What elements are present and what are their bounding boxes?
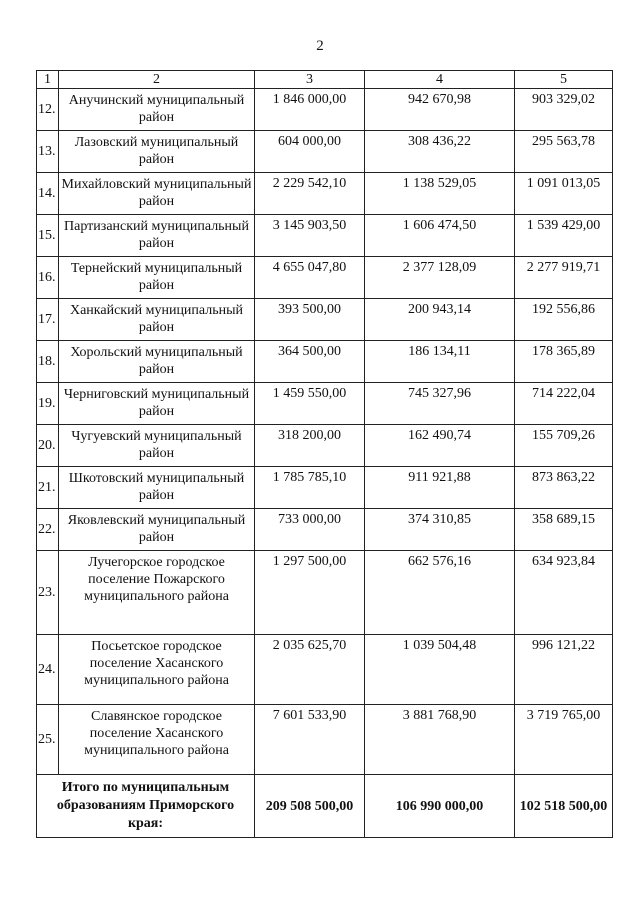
row-number: 16. bbox=[37, 257, 59, 299]
table-row bbox=[37, 551, 613, 635]
amount-col-4: 662 576,16 bbox=[365, 551, 515, 635]
table-row bbox=[37, 383, 613, 425]
total-amount-c5: 102 518 500,00 bbox=[515, 775, 613, 838]
table-row bbox=[37, 509, 613, 551]
table-row bbox=[37, 635, 613, 705]
total-label: Итого по муниципальным образованиям Приморского края: bbox=[37, 775, 255, 838]
table-row bbox=[37, 467, 613, 509]
municipality-name: Партизанский муниципальный район bbox=[59, 215, 255, 257]
amount-col-3: 2 035 625,70 bbox=[255, 635, 365, 705]
header-cell-2: 2 bbox=[59, 71, 255, 89]
row-number: 15. bbox=[37, 215, 59, 257]
table-row bbox=[37, 341, 613, 383]
amount-col-4: 200 943,14 bbox=[365, 299, 515, 341]
amount-col-3: 7 601 533,90 bbox=[255, 705, 365, 775]
amount-col-4: 186 134,11 bbox=[365, 341, 515, 383]
row-number: 24. bbox=[37, 635, 59, 705]
row-number: 14. bbox=[37, 173, 59, 215]
total-amount-c3: 209 508 500,00 bbox=[255, 775, 365, 838]
amount-col-3: 2 229 542,10 bbox=[255, 173, 365, 215]
amount-col-5: 295 563,78 bbox=[515, 131, 613, 173]
row-number: 22. bbox=[37, 509, 59, 551]
amount-col-4: 942 670,98 bbox=[365, 89, 515, 131]
row-number: 20. bbox=[37, 425, 59, 467]
amount-col-5: 155 709,26 bbox=[515, 425, 613, 467]
amount-col-5: 714 222,04 bbox=[515, 383, 613, 425]
allocation-table bbox=[36, 70, 613, 838]
municipality-name: Яковлевский муниципальный район bbox=[59, 509, 255, 551]
amount-col-3: 1 297 500,00 bbox=[255, 551, 365, 635]
amount-col-4: 2 377 128,09 bbox=[365, 257, 515, 299]
amount-col-4: 162 490,74 bbox=[365, 425, 515, 467]
total-amount-c4: 106 990 000,00 bbox=[365, 775, 515, 838]
amount-col-4: 745 327,96 bbox=[365, 383, 515, 425]
amount-col-5: 903 329,02 bbox=[515, 89, 613, 131]
row-number: 18. bbox=[37, 341, 59, 383]
table-row bbox=[37, 89, 613, 131]
amount-col-5: 996 121,22 bbox=[515, 635, 613, 705]
header-cell-1: 1 bbox=[37, 71, 59, 89]
amount-col-4: 374 310,85 bbox=[365, 509, 515, 551]
amount-col-4: 308 436,22 bbox=[365, 131, 515, 173]
amount-col-3: 733 000,00 bbox=[255, 509, 365, 551]
amount-col-5: 1 091 013,05 bbox=[515, 173, 613, 215]
amount-col-5: 873 863,22 bbox=[515, 467, 613, 509]
municipality-name: Лучегорское городское поселение Пожарского муниципального района bbox=[59, 551, 255, 635]
amount-col-5: 3 719 765,00 bbox=[515, 705, 613, 775]
table-row bbox=[37, 131, 613, 173]
table-row bbox=[37, 257, 613, 299]
amount-col-4: 3 881 768,90 bbox=[365, 705, 515, 775]
amount-col-3: 364 500,00 bbox=[255, 341, 365, 383]
amount-col-4: 911 921,88 bbox=[365, 467, 515, 509]
row-number: 25. bbox=[37, 705, 59, 775]
amount-col-3: 393 500,00 bbox=[255, 299, 365, 341]
row-number: 13. bbox=[37, 131, 59, 173]
amount-col-4: 1 039 504,48 bbox=[365, 635, 515, 705]
row-number: 21. bbox=[37, 467, 59, 509]
amount-col-5: 1 539 429,00 bbox=[515, 215, 613, 257]
table-row bbox=[37, 173, 613, 215]
municipality-name: Михайловский муниципальный район bbox=[59, 173, 255, 215]
amount-col-5: 634 923,84 bbox=[515, 551, 613, 635]
municipality-name: Славянское городское поселение Хасанского муниципального района bbox=[59, 705, 255, 775]
amount-col-5: 192 556,86 bbox=[515, 299, 613, 341]
amount-col-3: 1 785 785,10 bbox=[255, 467, 365, 509]
municipality-name: Анучинский муниципальный район bbox=[59, 89, 255, 131]
amount-col-4: 1 606 474,50 bbox=[365, 215, 515, 257]
table-row bbox=[37, 425, 613, 467]
header-cell-5: 5 bbox=[515, 71, 613, 89]
header-cell-3: 3 bbox=[255, 71, 365, 89]
row-number: 23. bbox=[37, 551, 59, 635]
municipality-name: Черниговский муниципальный район bbox=[59, 383, 255, 425]
municipality-name: Чугуевский муниципальный район bbox=[59, 425, 255, 467]
amount-col-3: 4 655 047,80 bbox=[255, 257, 365, 299]
municipality-name: Шкотовский муниципальный район bbox=[59, 467, 255, 509]
amount-col-3: 604 000,00 bbox=[255, 131, 365, 173]
amount-col-3: 318 200,00 bbox=[255, 425, 365, 467]
amount-col-3: 3 145 903,50 bbox=[255, 215, 365, 257]
municipality-name: Хорольский муниципальный район bbox=[59, 341, 255, 383]
row-number: 12. bbox=[37, 89, 59, 131]
row-number: 19. bbox=[37, 383, 59, 425]
amount-col-3: 1 846 000,00 bbox=[255, 89, 365, 131]
municipality-name: Лазовский муниципальный район bbox=[59, 131, 255, 173]
total-row bbox=[37, 775, 613, 838]
municipality-name: Тернейский муниципальный район bbox=[59, 257, 255, 299]
amount-col-5: 358 689,15 bbox=[515, 509, 613, 551]
row-number: 17. bbox=[37, 299, 59, 341]
amount-col-3: 1 459 550,00 bbox=[255, 383, 365, 425]
page-number: 2 bbox=[316, 38, 324, 54]
table-row bbox=[37, 215, 613, 257]
municipality-name: Ханкайский муниципальный район bbox=[59, 299, 255, 341]
amount-col-5: 2 277 919,71 bbox=[515, 257, 613, 299]
header-row bbox=[37, 71, 613, 89]
amount-col-5: 178 365,89 bbox=[515, 341, 613, 383]
amount-col-4: 1 138 529,05 bbox=[365, 173, 515, 215]
table-row bbox=[37, 705, 613, 775]
header-cell-4: 4 bbox=[365, 71, 515, 89]
municipality-name: Посьетское городское поселение Хасанского муниципального района bbox=[59, 635, 255, 705]
table-row bbox=[37, 299, 613, 341]
